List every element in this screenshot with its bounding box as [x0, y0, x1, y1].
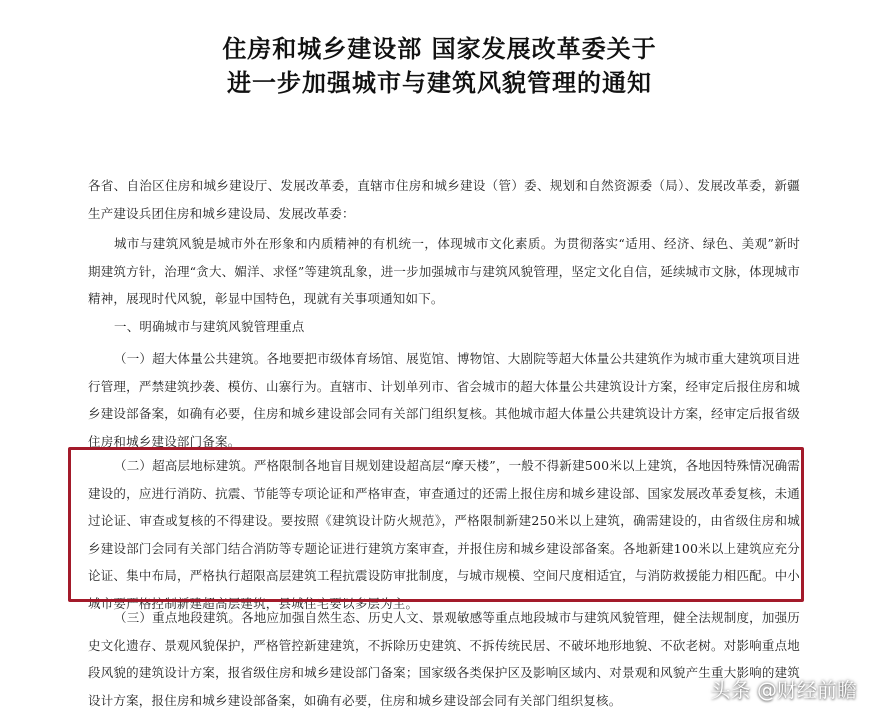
section-paragraph-2: （二）超高层地标建筑。严格限制各地盲目规划建设超高层“摩天楼”，一般不得新建500米以上建筑，各地因特殊情况确需建设的，应进行消防、抗震、节能等专项论证和严格审查，审查通过的还需上报住房和城乡建设部、国家发展改革委复核，未通过论证、审查或复核的不得建设。要按照《建筑设计防火规范》，严格限制新建250米以上建筑，确需建设的，由省级住房和城乡建设部门会同有关部门结合消防等专题论证进行建筑方案审查，并报住房和城乡建设部备案。各地新建100米以上建筑应充分论证、集中布局，严格执行超限高层建筑工程抗震设防审批制度，与城市规模、空间尺度相适宜，与消防救援能力相匹配。中小城市要严格控制新建超高层建筑，县城住宅要以多层为主。: [88, 458, 800, 611]
section-paragraph-1: （一）超大体量公共建筑。各地要把市级体育场馆、展览馆、博物馆、大剧院等超大体量公共建筑作为城市重大建筑项目进行管理，严禁建筑抄袭、模仿、山寨行为。直辖市、计划单列市、省会城市的超大体量公共建筑设计方案，经审定后报住房和城乡建设部备案，如确有必要，住房和城乡建设部会同有关部门组织复核。其他城市超大体量公共建筑设计方案，经审定后报省级住房和城乡建设部门备案。: [88, 351, 800, 449]
watermark-text: 头条 @财经前瞻: [710, 678, 857, 702]
salutation-paragraph: 各省、自治区住房和城乡建设厅、发展改革委，直辖市住房和城乡建设（管）委、规划和自然资源委（局）、发展改革委，新疆生产建设兵团住房和城乡建设局、发展改革委：: [88, 178, 800, 221]
document-title-line1: 住房和城乡建设部 国家发展改革委关于: [222, 35, 657, 63]
highlight-box: [68, 447, 804, 602]
section-paragraph-3: （三）重点地段建筑。各地应加强自然生态、历史人文、景观敏感等重点地段城市与建筑风貌管理，健全法规制度，加强历史文化遗存、景观风貌保护，严格管控新建建筑，不拆除历史建筑、不拆传统民居、不破坏地形地貌、不砍老树。对影响重点地段风貌的建筑设计方案，报省级住房和城乡建设部门备案；国家级各类保护区及影响区域内、对景观和风貌产生重大影响的建筑设计方案，报住房和城乡建设部备案，如确有必要，住房和城乡建设部会同有关部门组织复核。: [88, 610, 800, 708]
section-heading-1: 一、明确城市与建筑风貌管理重点: [114, 319, 305, 334]
intro-paragraph: 城市与建筑风貌是城市外在形象和内质精神的有机统一，体现城市文化素质。为贯彻落实“适用、经济、绿色、美观”新时期建筑方针，治理“贪大、媚洋、求怪”等建筑乱象，进一步加强城市与建筑风貌管理，坚定文化自信，延续城市文脉，体现城市精神，展现时代风貌，彰显中国特色，现就有关事项通知如下。: [88, 236, 800, 306]
document-title-line2: 进一步加强城市与建筑风貌管理的通知: [227, 69, 652, 97]
watermark: [711, 674, 857, 703]
